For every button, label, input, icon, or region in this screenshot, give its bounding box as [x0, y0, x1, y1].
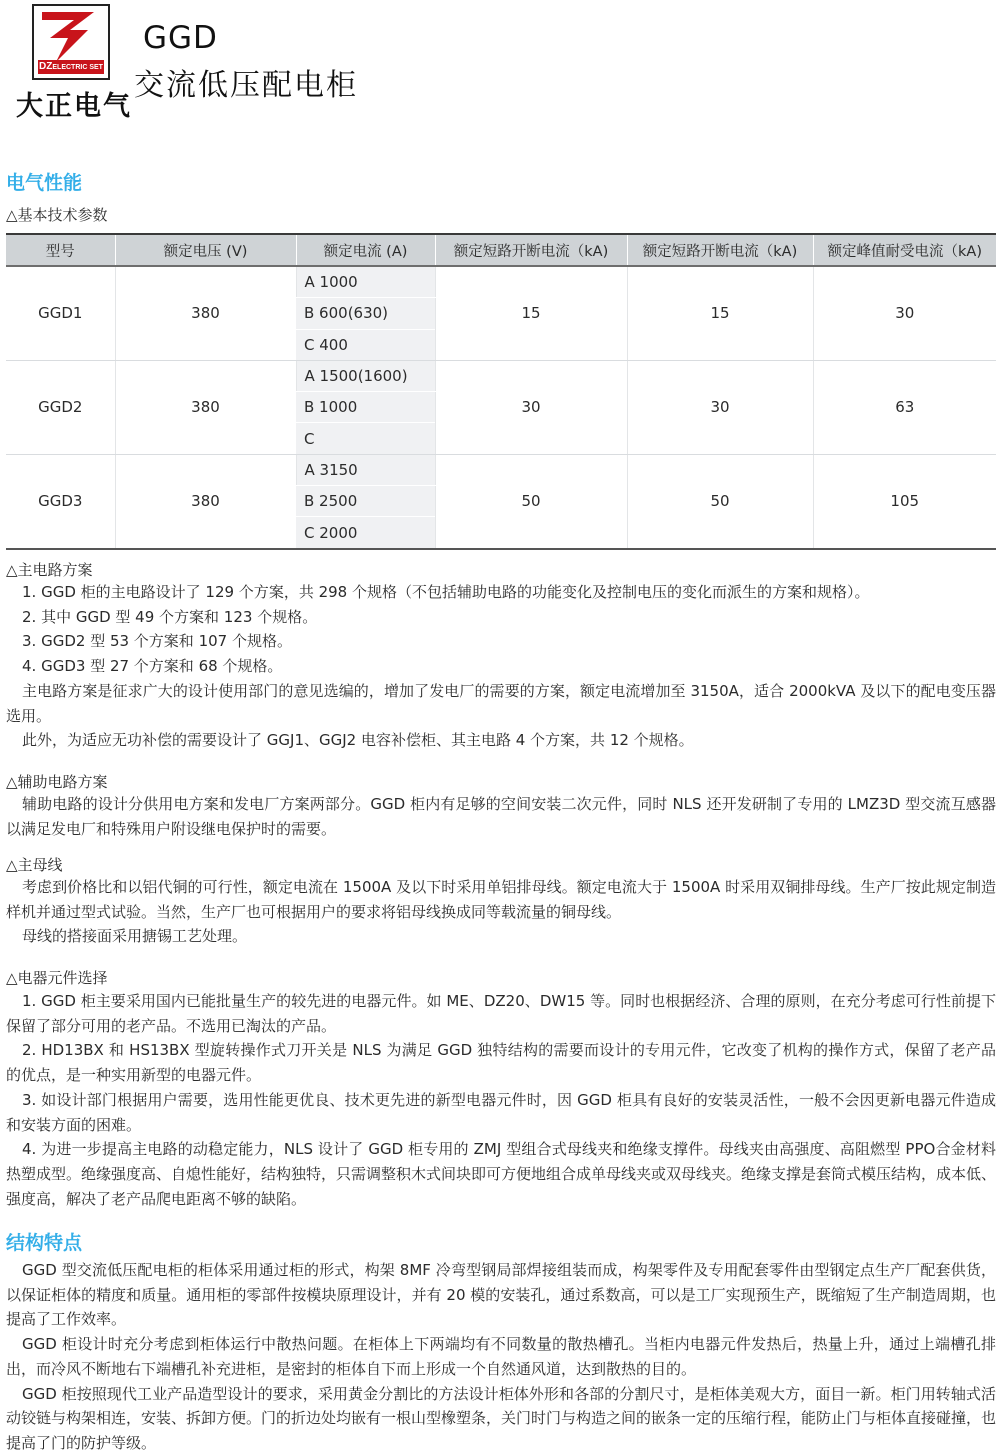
breaking-current-cell: 15 [435, 266, 627, 360]
table-row [6, 266, 996, 298]
breaking-current-cell: 30 [435, 360, 627, 454]
company-logo [32, 4, 110, 80]
current-cell: C 2000 [296, 517, 435, 549]
table-header-cell: 额定峰值耐受电流（kA) [813, 234, 996, 266]
peak-current-cell: 105 [813, 454, 996, 548]
table-header-cell: 额定电流 (A) [296, 234, 435, 266]
peak-current-cell: 30 [813, 266, 996, 360]
voltage-cell: 380 [115, 360, 296, 454]
structure-text [6, 1258, 996, 1456]
spec-table [6, 233, 996, 550]
subsection-aux-circuit: △辅助电路方案 [6, 773, 108, 791]
logo-mark: DZ [39, 61, 53, 72]
table-header-cell: 额定短路开断电流（kA) [627, 234, 813, 266]
current-cell: B 2500 [296, 486, 435, 517]
paragraph: 4. 为进一步提高主电路的动稳定能力，NLS 设计了 GGD 柜专用的 ZMJ 型组合式母线夹和绝缘支撑件。母线夹由高强度、高阻燃型 PPO合金材料热塑成型。绝缘强度高、自熄性能好，结构独特，只需调整积木式间块即可方便地组合成单母线夹或双母线夹。绝缘支撑是套筒式模压结构，成本低、强度高，解决了老产品爬电距离不够的缺陷。 [6, 1140, 997, 1208]
paragraph: 2. HD13BX 和 HS13BX 型旋转操作式刀开关是 NLS 为满足 GGD 独特结构的需要而设计的专用元件，它改变了机构的操作方式，保留了老产品的优点，是一种实用新型的电器元件。 [6, 1041, 996, 1085]
breaking-current-cell: 50 [435, 454, 627, 548]
logo-subtext: ELECTRIC SET [52, 64, 103, 71]
subsection-busbar: △主母线 [6, 856, 63, 874]
peak-current-cell: 63 [813, 360, 996, 454]
current-cell: A 3150 [296, 454, 435, 485]
current-cell: C [296, 423, 435, 454]
aux-circuit-text [6, 792, 996, 841]
model-title: GGD [143, 20, 218, 56]
section-heading-electrical: 电气性能 [6, 172, 83, 194]
subsection-basic-params: △基本技术参数 [6, 206, 108, 224]
paragraph: GGD 柜按照现代工业产品造型设计的要求，采用黄金分割比的方法设计柜体外形和各部的分割尺寸，是柜体美观大方，面目一新。柜门用转轴式活动铰链与构架相连，安装、拆卸方便。门的折边处均嵌有一根山型橡塑条，关门时门与构造之间的嵌条一定的压缩行程，能防止门与柜体直接碰撞，也提高了门的防护等级。 [6, 1384, 997, 1452]
voltage-cell: 380 [115, 266, 296, 360]
table-row [6, 360, 996, 391]
voltage-cell: 380 [115, 454, 296, 548]
busbar-text [6, 875, 996, 949]
short-time-current-cell: 50 [627, 454, 813, 548]
lightning-bolt-icon [34, 6, 108, 64]
current-cell: A 1500(1600) [296, 360, 435, 391]
paragraph: GGD 型交流低压配电柜的柜体采用通过柜的形式，构架 8MF 冷弯型钢局部焊接组装而成，构架零件及专用配套零件由型钢定点生产厂配套供货，以保证柜体的精度和质量。通用柜的零部件按模块原理设计，并有 20 模的安装孔，通过系数高，可以是工厂实现预生产，既缩短了生产制造周期，也提高了工作效率。 [6, 1261, 996, 1329]
subsection-components: △电器元件选择 [6, 969, 108, 987]
current-cell: A 1000 [296, 266, 435, 298]
logo-text-band [38, 60, 104, 74]
model-cell: GGD1 [6, 266, 115, 360]
paragraph: 母线的搭接面采用搪锡工艺处理。 [22, 927, 248, 946]
current-cell: C 400 [296, 329, 435, 360]
subsection-main-circuit: △主电路方案 [6, 561, 93, 579]
short-time-current-cell: 30 [627, 360, 813, 454]
main-circuit-text [6, 580, 996, 753]
table-row [6, 454, 996, 485]
paragraph: 考虑到价格比和以铝代铜的可行性，额定电流在 1500A 及以下时采用单铝排母线。额定电流大于 1500A 时采用双铜排母线。生产厂按此规定制造样机并通过型式试验。当然，生产厂也可根据用户的要求将铝母线换成同等载流量的铜母线。 [6, 878, 996, 921]
current-cell: B 600(630) [296, 298, 435, 329]
paragraph: 辅助电路的设计分供用电方案和发电厂方案两部分。GGD 柜内有足够的空间安装二次元件，同时 NLS 还开发研制了专用的 LMZ3D 型交流互感器以满足发电厂和特殊用户附设继电保护时的需要。 [6, 795, 996, 838]
table-header-cell: 额定短路开断电流（kA) [435, 234, 627, 266]
paragraph: 3. GGD2 型 53 个方案和 107 个规格。 [22, 632, 292, 651]
table-header-cell: 型号 [6, 234, 115, 266]
current-cell: B 1000 [296, 392, 435, 423]
paragraph: 1. GGD 柜主要采用国内已能批量生产的较先进的电器元件。如 ME、DZ20、DW15 等。同时也根据经济、合理的原则，在充分考虑可行性前提下保留了部分可用的老产品。不选用已淘汰的产品。 [6, 992, 996, 1035]
model-cell: GGD2 [6, 360, 115, 454]
paragraph: 主电路方案是征求广大的设计使用部门的意见选编的，增加了发电厂的需要的方案，额定电流增加至 3150A，适合 2000kVA 及以下的配电变压器选用。 [6, 681, 996, 725]
table-header-row [6, 234, 996, 266]
model-cell: GGD3 [6, 454, 115, 548]
paragraph: GGD 柜设计时充分考虑到柜体运行中散热问题。在柜体上下两端均有不同数量的散热槽孔。当柜内电器元件发热后，热量上升，通过上端槽孔排出，而冷风不断地右下端槽孔补充进柜，是密封的柜体自下而上形成一个自然通风道，达到散热的目的。 [6, 1335, 996, 1378]
product-title: 交流低压配电柜 [134, 68, 358, 103]
paragraph: 1. GGD 柜的主电路设计了 129 个方案，共 298 个规格（不包括辅助电路的功能变化及控制电压的变化而派生的方案和规格）。 [22, 583, 870, 601]
brand-name: 大正电气 [16, 91, 132, 122]
components-text [6, 989, 996, 1211]
short-time-current-cell: 15 [627, 266, 813, 360]
table-header-cell: 额定电压 (V) [115, 234, 296, 266]
paragraph: 4. GGD3 型 27 个方案和 68 个规格。 [22, 657, 283, 676]
paragraph: 3. 如设计部门根据用户需要，选用性能更优良、技术更先进的新型电器元件时，因 GGD 柜具有良好的安装灵活性，一般不会因更新电器元件造成和安装方面的困难。 [6, 1090, 996, 1134]
paragraph: 此外，为适应无功补偿的需要设计了 GGJ1、GGJ2 电容补偿柜、其主电路 4 个方案，共 12 个规格。 [22, 731, 694, 750]
section-heading-structure: 结构特点 [6, 1232, 83, 1254]
paragraph: 2. 其中 GGD 型 49 个方案和 123 个规格。 [22, 607, 318, 626]
